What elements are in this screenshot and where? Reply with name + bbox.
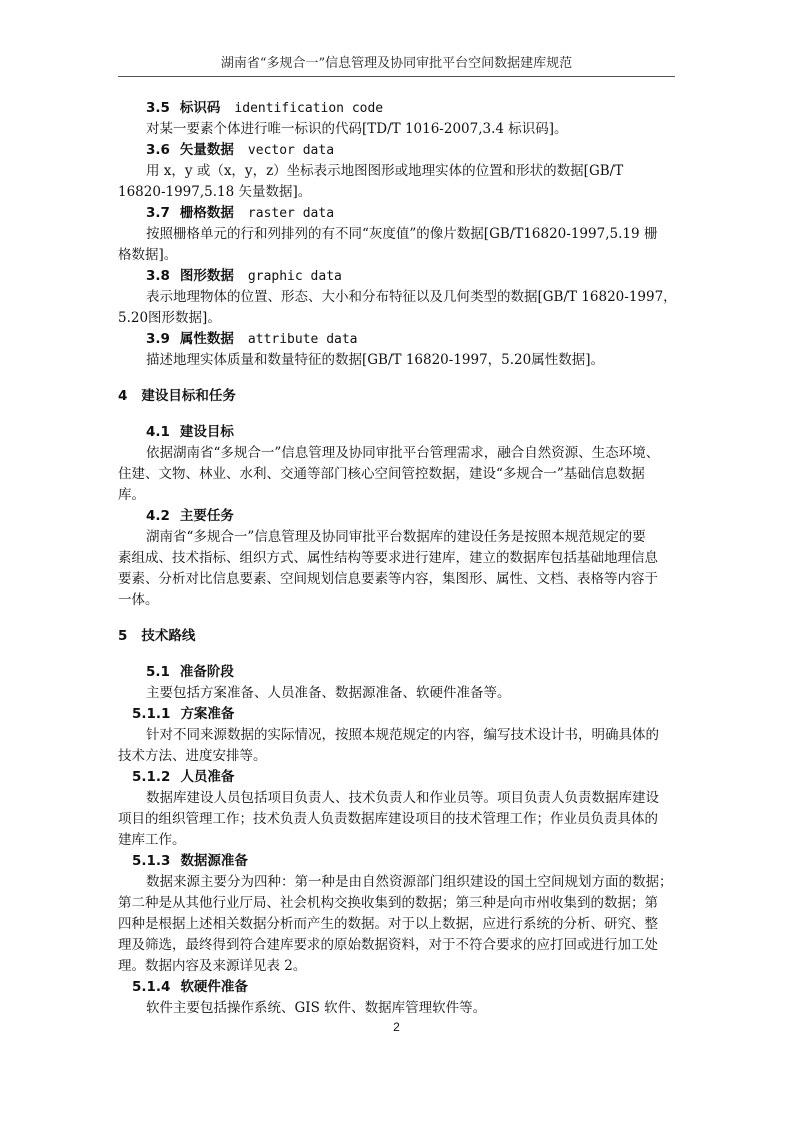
heading-title: 数据源准备 (180, 853, 248, 869)
body-text-line: 软件主要包括操作系统、GIS 软件、数据库管理软件等。 (146, 1000, 487, 1016)
body-text-line: 数据来源主要分为四种：第一种是由自然资源部门组织建设的国土空间规划方面的数据； (146, 874, 673, 890)
heading-number: 5.1.1 (132, 706, 171, 722)
heading-title: 准备阶段 (179, 664, 234, 680)
body-text-line: 针对不同来源数据的实际情况，按照本规范规定的内容，编写技术设计书，明确具体的 (146, 727, 659, 743)
heading-number: 3.5 (146, 100, 170, 116)
body-text-line: 理。数据内容及来源详见表 2。 (118, 958, 307, 974)
heading-title: 图形数据 (179, 268, 234, 284)
heading-number: 5 (118, 628, 128, 644)
body-text-line: 湖南省“多规合一”信息管理及协同审批平台数据库的建设任务是按照本规范规定的要 (146, 529, 646, 545)
heading-number: 5.1.4 (132, 979, 171, 995)
body-text-line: 描述地理实体质量和数量特征的数据[GB/T 16820-1997，5.20属性数据]。 (146, 352, 605, 368)
body-text-line: 主要包括方案准备、人员准备、数据源准备、软硬件准备等。 (146, 685, 511, 701)
body-text-line: 要素、分析对比信息要素、空间规划信息要素等内容，集图形、属性、文档、表格等内容于 (118, 571, 658, 587)
body-text-line: 格数据]。 (118, 247, 178, 263)
heading-english-term: graphic data (247, 269, 342, 284)
body-text-line: 数据库建设人员包括项目负责人、技术负责人和作业员等。项目负责人负责数据库建设 (146, 790, 659, 806)
body-text-line: 16820-1997,5.18 矢量数据]。 (118, 184, 312, 200)
subsection-heading (146, 266, 342, 287)
heading-title: 主要任务 (179, 508, 234, 524)
heading-number: 3.9 (146, 331, 170, 347)
subsection-heading (132, 704, 234, 724)
subsection-heading (146, 140, 334, 161)
heading-title: 软硬件准备 (180, 979, 248, 995)
body-text-line: 按照栅格单元的行和列排列的有不同“灰度值”的像片数据[GB/T16820-1997,5.19 栅 (146, 226, 658, 242)
heading-number: 5.1.3 (132, 853, 171, 869)
body-text-line: 住建、文物、林业、水利、交通等部门核心空间管控数据，建设“多规合一”基础信息数据 (118, 466, 645, 482)
heading-number: 4 (118, 388, 128, 404)
heading-title: 矢量数据 (179, 142, 234, 158)
body-text-line: 5.20图形数据]。 (118, 310, 221, 326)
body-text-line: 理及筛选，最终得到符合建库要求的原始数据资料，对于不符合要求的应打回或进行加工处 (118, 937, 658, 953)
heading-title: 建设目标和任务 (141, 388, 236, 404)
subsection-heading (146, 329, 358, 350)
heading-number: 5.1 (146, 664, 170, 680)
heading-english-term: raster data (247, 206, 335, 221)
heading-title: 属性数据 (179, 331, 234, 347)
body-text-line: 用 x，y 或（x，y，z）坐标表示地图图形或地理实体的位置和形状的数据[GB/T (146, 163, 624, 179)
body-text-line: 表示地理物体的位置、形态、大小和分布特征以及几何类型的数据[GB/T 16820-1997， (146, 289, 677, 305)
page-number: 2 (393, 1020, 400, 1034)
body-text-line: 依据湖南省“多规合一”信息管理及协同审批平台管理需求，融合自然资源、生态环境、 (146, 445, 660, 461)
heading-number: 3.8 (146, 268, 170, 284)
body-text-line: 四种是根据上述相关数据分析而产生的数据。对于以上数据，应进行系统的分析、研究、整 (118, 916, 658, 932)
body-text-line: 项目的组织管理工作；技术负责人负责数据库建设项目的技术管理工作；作业员负责具体的 (118, 811, 658, 827)
heading-title: 栅格数据 (179, 205, 234, 221)
body-text-line: 第二种是从其他行业厅局、社会机构交换收集到的数据；第三种是向市州收集到的数据；第 (118, 895, 658, 911)
section-heading (118, 386, 236, 406)
body-text-line: 技术方法、进度安排等。 (118, 748, 267, 764)
heading-title: 方案准备 (180, 706, 235, 722)
subsection-heading (146, 203, 334, 224)
subsection-heading (132, 977, 248, 997)
subsection-heading (146, 506, 234, 526)
subsection-heading (146, 98, 383, 119)
heading-title: 技术路线 (141, 628, 196, 644)
heading-number: 3.7 (146, 205, 170, 221)
body-text-line: 建库工作。 (118, 832, 186, 848)
heading-english-term: attribute data (247, 332, 358, 347)
subsection-heading (146, 422, 234, 442)
heading-english-term: vector data (247, 143, 335, 158)
heading-title: 人员准备 (180, 769, 235, 785)
heading-number: 5.1.2 (132, 769, 171, 785)
subsection-heading (132, 767, 234, 787)
subsection-heading (146, 662, 234, 682)
running-header: 湖南省“多规合一”信息管理及协同审批平台空间数据建库规范 (220, 56, 573, 71)
subsection-heading (132, 851, 248, 871)
heading-title: 建设目标 (179, 424, 234, 440)
heading-number: 3.6 (146, 142, 170, 158)
heading-number: 4.2 (146, 508, 170, 524)
heading-english-term: identification code (234, 101, 384, 116)
heading-number: 4.1 (146, 424, 170, 440)
body-text-line: 对某一要素个体进行唯一标识的代码[TD/T 1016-2007,3.4 标识码]。 (146, 121, 568, 137)
body-text-line: 素组成、技术指标、组织方式、属性结构等要求进行建库，建立的数据库包括基础地理信息 (118, 550, 658, 566)
body-text-line: 库。 (118, 487, 145, 503)
body-text-line: 一体。 (118, 592, 159, 608)
heading-title: 标识码 (179, 100, 221, 116)
section-heading (118, 626, 195, 646)
